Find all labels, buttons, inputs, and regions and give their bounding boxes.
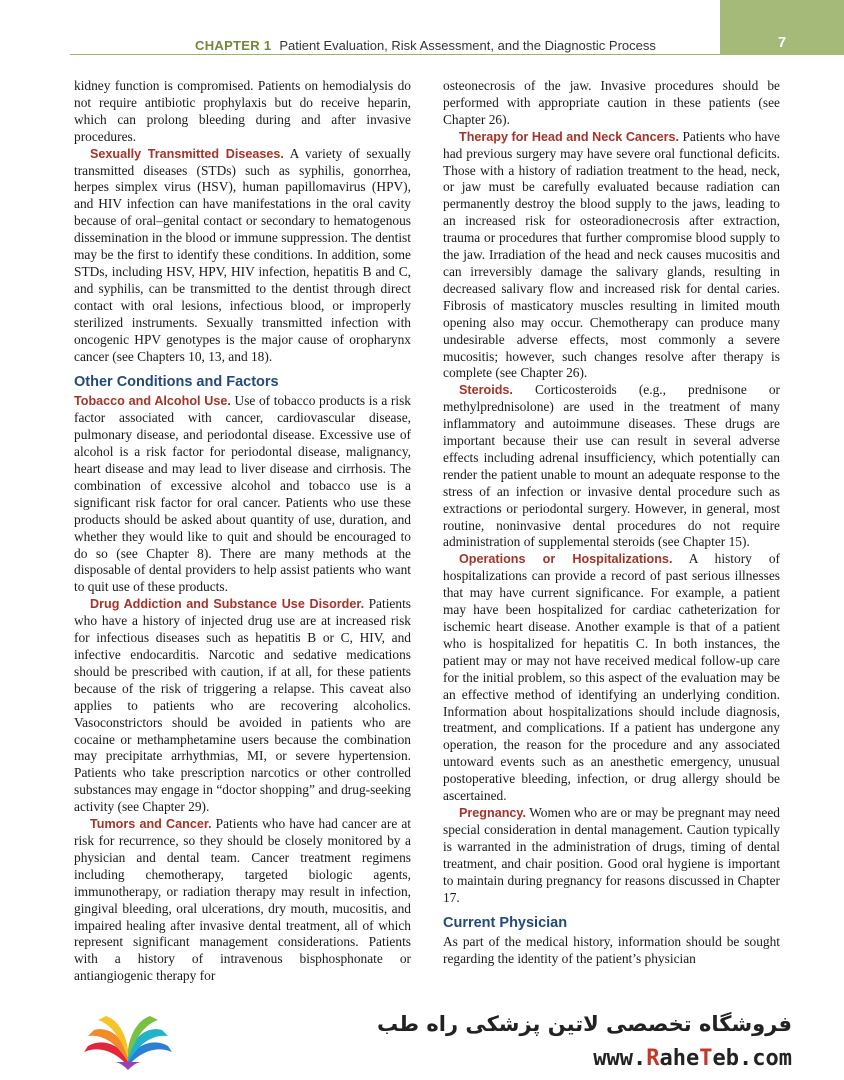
section-heading-other-conditions: Other Conditions and Factors <box>74 374 279 391</box>
paragraph-head-neck-body: Patients who have had previous surgery may have severe oral functional deficits. Those with a history of radiation treatment to the head, neck, or jaw must be carefully evaluated because radiation can permanently destroy the blood supply to the jaws, leading to an increased risk for osteoradionecrosis after extraction, trauma or procedures that further compromise blood supply to the jaw. Irradiation of the head and neck causes mucositis and can irreversibly damage the salivary glands, resulting in decreased salivary flow and increased risk for dental caries. Fibrosis of masticatory muscles resulting in limited mouth opening also may occur. Chemotherapy can produce many undesirable adverse effects, most commonly a severe mucositis; however, such changes resolve after therapy is complete (see Chapter 26). <box>443 128 780 381</box>
paragraph-operations <box>443 551 780 805</box>
paragraph-osteonecrosis: osteonecrosis of the jaw. Invasive procedures should be performed with appropriate caution in these patients (see Chapter 26). <box>443 78 780 127</box>
paragraph-steroids-body: Corticosteroids (e.g., prednisone or methylprednisolone) are used in the treatment of many inflammatory and autoimmune diseases. These drugs are important because their use can result in several adverse effects including adrenal insufficiency, which potentially can render the patient unable to mount an adequate response to the stress of an infection or invasive dental procedure such as extractions or periodontal surgery. However, in general, most routine, noninvasive dental procedures do not require administration of supplemental steroids (see Chapter 15). <box>443 382 780 550</box>
url-letter-r: R <box>646 1046 660 1071</box>
header-rule <box>70 54 720 55</box>
header-text <box>195 38 656 53</box>
paragraph-drug-addiction <box>74 596 411 816</box>
run-in-heading-std: Sexually Transmitted Diseases. <box>90 146 284 161</box>
paragraph-kidney: kidney function is compromised. Patients on hemodialysis do not require antibiotic prophylaxis but do receive heparin, which can prolong bleeding during and after invasive procedures. <box>74 78 411 144</box>
page-number: 7 <box>777 34 787 51</box>
url-ahe: ahe <box>659 1046 700 1071</box>
paragraph-tumors <box>74 816 411 985</box>
run-in-heading-tobacco: Tobacco and Alcohol Use. <box>74 394 231 409</box>
store-name-persian: فروشگاه تخصصی لاتین پزشکی راه طب <box>377 1012 792 1036</box>
chapter-title: Patient Evaluation, Risk Assessment, and the Diagnostic Process <box>279 38 656 53</box>
right-column <box>443 78 780 968</box>
run-in-heading-head-neck: Therapy for Head and Neck Cancers. <box>459 129 680 144</box>
url-eb: eb <box>712 1046 740 1071</box>
run-in-heading-tumors: Tumors and Cancer. <box>90 817 212 832</box>
paragraph-tumors-body: Patients who have had cancer are at risk for recurrence, so they should be closely monitored by a physician and dental team. Cancer treatment regimens including chemotherapy, targeted biologic agents, immunotherapy, or radiation therapy may result in infection, gingival bleeding, oral ulcerations, dry mouth, mucositis, and impaired healing after invasive dental treatment, all of which represent significant management considerations. Patients with a history of intravenous bisphosphonate or antiangiogenic therapy for <box>74 816 411 984</box>
running-header <box>0 0 844 55</box>
section-heading-current-physician: Current Physician <box>443 915 568 932</box>
paragraph-head-neck <box>443 129 780 383</box>
run-in-heading-operations: Operations or Hospitalizations. <box>459 552 673 567</box>
paragraph-tobacco <box>74 393 411 596</box>
run-in-heading-pregnancy: Pregnancy. <box>459 805 526 820</box>
paragraph-pregnancy <box>443 805 780 906</box>
paragraph-std-body: A variety of sexually transmitted diseases (STDs) such as syphilis, gonorrhea, herpes simplex virus (HSV), human papillomavirus (HPV), and HIV infection can have manifestations in the oral cavity because of oral–genital contact or secondary to hematogenous dissemination in the blood or immune suppression. The dentist may be the first to identify these conditions. In addition, some STDs, including HSV, HPV, HIV infection, hepatitis B and C, and syphilis, can be transmitted to the dentist through direct contact with oral lesions, infectious blood, or improperly sterilized instruments. Sexually transmitted infection with oncogenic HPV genotypes is the major cause of oropharynx cancer (see Chapters 10, 13, and 18). <box>74 145 411 364</box>
paragraph-pregnancy-body: Women who are or may be pregnant may need special consideration in dental management. Caution typically is warranted in the administration of drugs, timing of dental treatment, and chair position. Good oral hygiene is important to maintain during pregnancy for reasons discussed in Chapter 17. <box>443 804 780 905</box>
paragraph-steroids <box>443 382 780 551</box>
paragraph-tobacco-body: Use of tobacco products is a risk factor associated with cancer, cardiovascular disease, pulmonary disease, and periodontal disease. Excessive use of alcohol is a risk factor for periodontal disease, malignancy, heart disease and may lead to liver disease and cirrhosis. The combination of excessive alcohol and tobacco use is a significant risk factor for oral cancer. Patients who use these products should be asked about quantity of use, duration, and whether they would like to quit and should be encouraged to do so (see Chapter 8). There are many methods at the disposable of dental providers to help assist patients who want to quit use of these products. <box>74 393 411 595</box>
left-column <box>74 78 411 985</box>
paragraph-operations-body: A history of hospitalizations can provide a record of past serious illnesses that may have current significance. For example, a patient may have been hospitalized for cardiac catheterization for ischemic heart disease. Another example is that of a patient who is hospitalized for hepatitis C. In both instances, the patient may or may not have received medical follow-up care for the initial problem, so this aspect of the evaluation may be an effective method of identifying an underlying condition. Information about hospitalizations should include diagnosis, treatment, and complications. If a patient has undergone any operation, the reason for the procedure and any associated untoward events such as an anesthetic emergency, unusual postoperative bleeding, infection, or drug allergy should be ascertained. <box>443 551 780 804</box>
paragraph-std <box>74 146 411 366</box>
run-in-heading-drug: Drug Addiction and Substance Use Disorder. <box>90 597 365 612</box>
url-www: www. <box>593 1046 647 1071</box>
store-url <box>593 1046 792 1071</box>
url-letter-t: T <box>699 1046 713 1071</box>
run-in-heading-steroids: Steroids. <box>459 383 513 398</box>
paragraph-current-physician: As part of the medical history, information should be sought regarding the identity of the patient’s physician <box>443 934 780 967</box>
book-logo-icon <box>78 1006 178 1074</box>
page-number-box <box>720 0 844 55</box>
url-com: .com <box>739 1046 792 1071</box>
paragraph-drug-body: Patients who have a history of injected drug use are at increased risk for infectious diseases such as hepatitis B or C, HIV, and infective endocarditis. Narcotic and sedative medications should be prescribed with caution, if at all, for these patients because of the risk of triggering a relapse. This caveat also applies to patients who are recovering alcoholics. Vasoconstrictors should be avoided in patients who are cocaine or methamphetamine users because the combination may precipitate arrhythmias, MI, or severe hypertension. Patients who take prescription narcotics or other controlled substances may engage in “doctor shopping” and drug-seeking activity (see Chapter 29). <box>74 596 411 815</box>
chapter-label: CHAPTER 1 <box>195 38 272 53</box>
